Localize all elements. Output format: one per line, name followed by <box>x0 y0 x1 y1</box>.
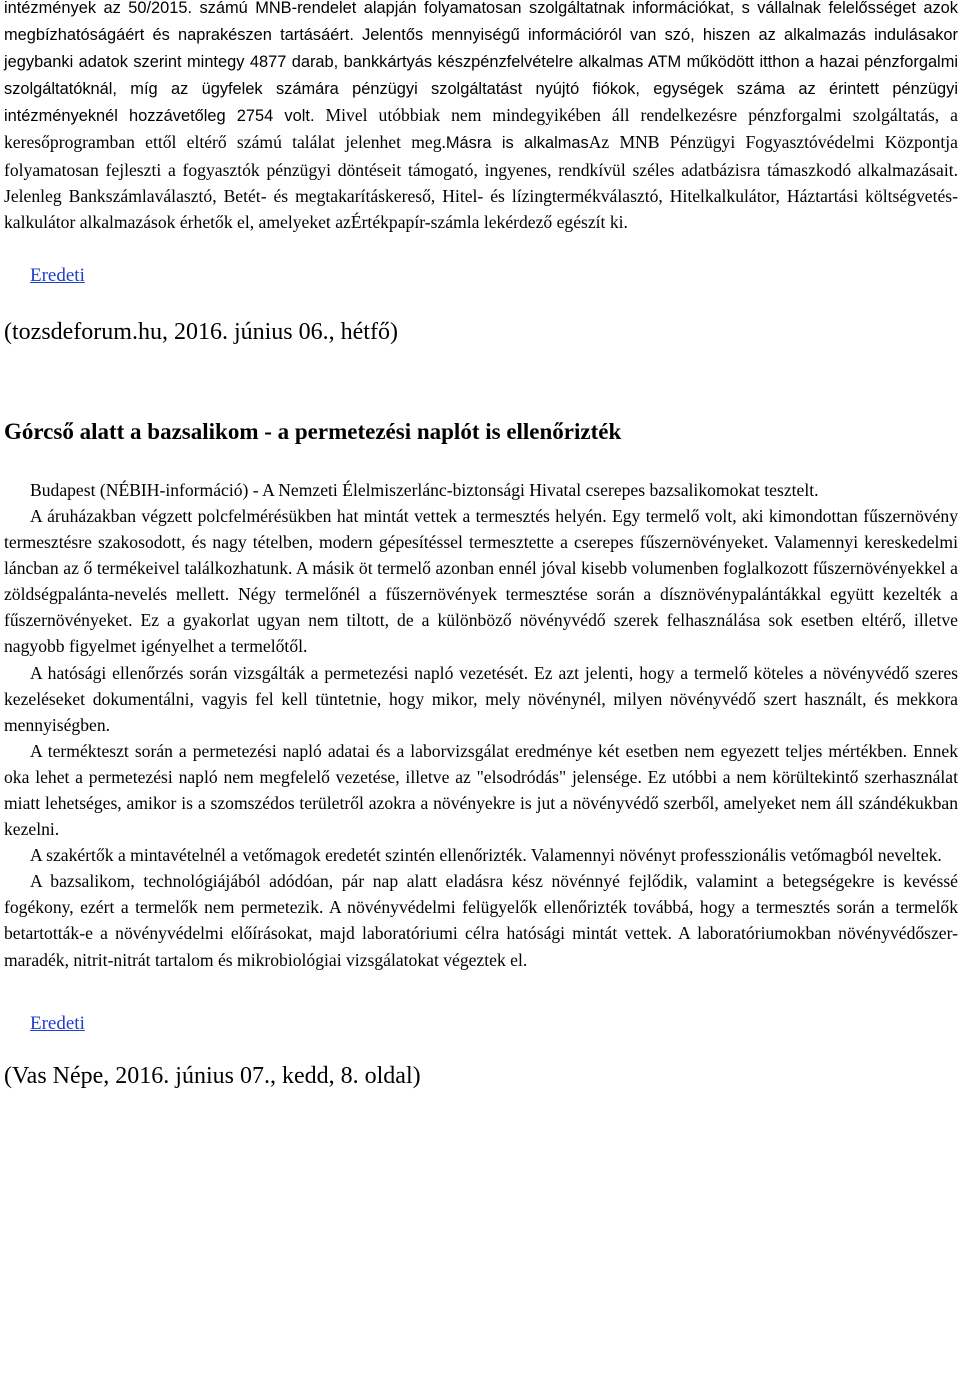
article-paragraph: A áruházakban végzett polcfelmérésükben hat mintát vettek a termesztés helyén. Egy termelő volt, aki kimondottan fűszernövény termesztésre szakosodott, és nagy tételben, modern gépesítéssel termesztette a cserepes fűszernövényeket. Valamennyi kereskedelmi láncban az ő termékeivel találkozhatunk. A másik öt termelő azonban ennél jóval kisebb volumenben foglalkozott fűszernövényekkel a zöldségpalánta-nevelés mellett. Négy termelőnél a fűszernövények termesztése során a dísznövénypalántákkal együtt kezelték a fűszernövényeket. Ez a gyakorlat ugyan nem tiltott, de a különböző növényvédő szerek felhasználása sok esetben eltérő, illetve nagyobb figyelmet igényelhet a termelőtől. <box>4 505 958 657</box>
article-1-text-segment: Másra is alkalmas <box>445 134 589 153</box>
document-page <box>4 0 958 1091</box>
article-body <box>4 477 958 973</box>
article-source-line: (tozsdeforum.hu, 2016. június 06., hétfő) <box>4 318 398 345</box>
article-paragraph: A szakértők a mintavételnél a vetőmagok eredetét szintén ellenőrizték. Valamennyi növényt professzionális vetőmagból neveltek. <box>30 845 942 866</box>
article-title: Górcső alatt a bazsalikom - a permetezési naplót is ellenőrizték <box>4 418 622 444</box>
article-1-continuation <box>4 0 958 235</box>
article-paragraph: Budapest (NÉBIH-információ) - A Nemzeti Élelmiszerlánc-biztonsági Hivatal cserepes bazsalikomokat tesztelt. <box>30 479 819 500</box>
original-source-link[interactable]: Eredeti <box>30 264 85 286</box>
article-1-text-segment: Mivel utóbbiak nem mindegyikében áll rendelkezésre pénzforgalmi szolgáltatás, a keresőprogramban ettől eltérő számú találat jelenhet meg. <box>4 105 958 153</box>
article-source-line: (Vas Népe, 2016. június 07., kedd, 8. oldal) <box>4 1062 421 1089</box>
article-paragraph: A bazsalikom, technológiájából adódóan, pár nap alatt eladásra kész növénnyé fejlődik, valamint a betegségekre is kevéssé fogékony, ezért a termelők nem permetezik. A növényvédelmi felügyelők ellenőrizték továbbá, hogy a termesztés során a termelők betartották-e a növényvédelmi előírásokat, majd laboratóriumi célra hatósági mintát vettek. A laboratóriumokban növényvédőszer-maradék, nitrit-nitrát tartalom és mikrobiológiai vizsgálatokat végeztek el. <box>4 871 958 970</box>
article-1-text-segment: intézmények az 50/2015. számú MNB-rendelet alapján folyamatosan szolgáltatnak információkat, s vállalnak felelősséget azok megbízhatóságáért és naprakészen tartásáért. Jelentős mennyiségű információról van szó, hiszen az alkalmazás indulásakor jegybanki adatok szerint mintegy 4877 darab, bankkártyás készpénzfelvételre alkalmas ATM működött itthon a hazai pénzforgalmi szolgáltatóknál, míg az ügyfelek számára pénzügyi szolgáltatást nyújtó fiókok, egységek száma az érintett pénzügyi intézményeknél hozzávetőleg 2754 volt. <box>4 0 958 126</box>
article-1-text-segment: Értékpapír-számla lekérdező egészít ki. <box>350 211 628 232</box>
article-1-text-segment: Az MNB Pénzügyi Fogyasztóvédelmi Központja folyamatosan fejleszti a fogyasztók pénzügyi döntéseit támogató, ingyenes, rendkívül széles adatbázisra támaszkodó alkalmazásait. Jelenleg Bankszámlaválasztó, Betét- és megtakarításkereső, Hitel- és lízingtermékválasztó, Hitelkalkulátor, Háztartási költségvetés-kalkulátor alkalmazások érhetők el, amelyeket az <box>4 132 958 232</box>
article-paragraph: A termékteszt során a permetezési napló adatai és a laborvizsgálat eredménye két esetben nem egyezett teljes mértékben. Ennek oka lehet a permetezési napló nem megfelelő vezetése, illetve az "elsodródás" jelensége. Ez utóbbi a nem körültekintő szerhasználat miatt lehetséges, amikor is a szomszédos területről azokra a növényekre is jut a növényvédő szerből, amelyeket nem áll szándékukban kezelni. <box>4 740 958 840</box>
original-source-link[interactable]: Eredeti <box>30 1012 85 1034</box>
article-paragraph: A hatósági ellenőrzés során vizsgálták a permetezési napló vezetését. Ez azt jelenti, hogy a termelő köteles a növényvédő szeres kezeléseket dokumentálni, vagyis fel kell tüntetnie, hogy mikor, mely növénynél, milyen növényvédő szert használt, és mekkora mennyiségben. <box>4 662 958 735</box>
